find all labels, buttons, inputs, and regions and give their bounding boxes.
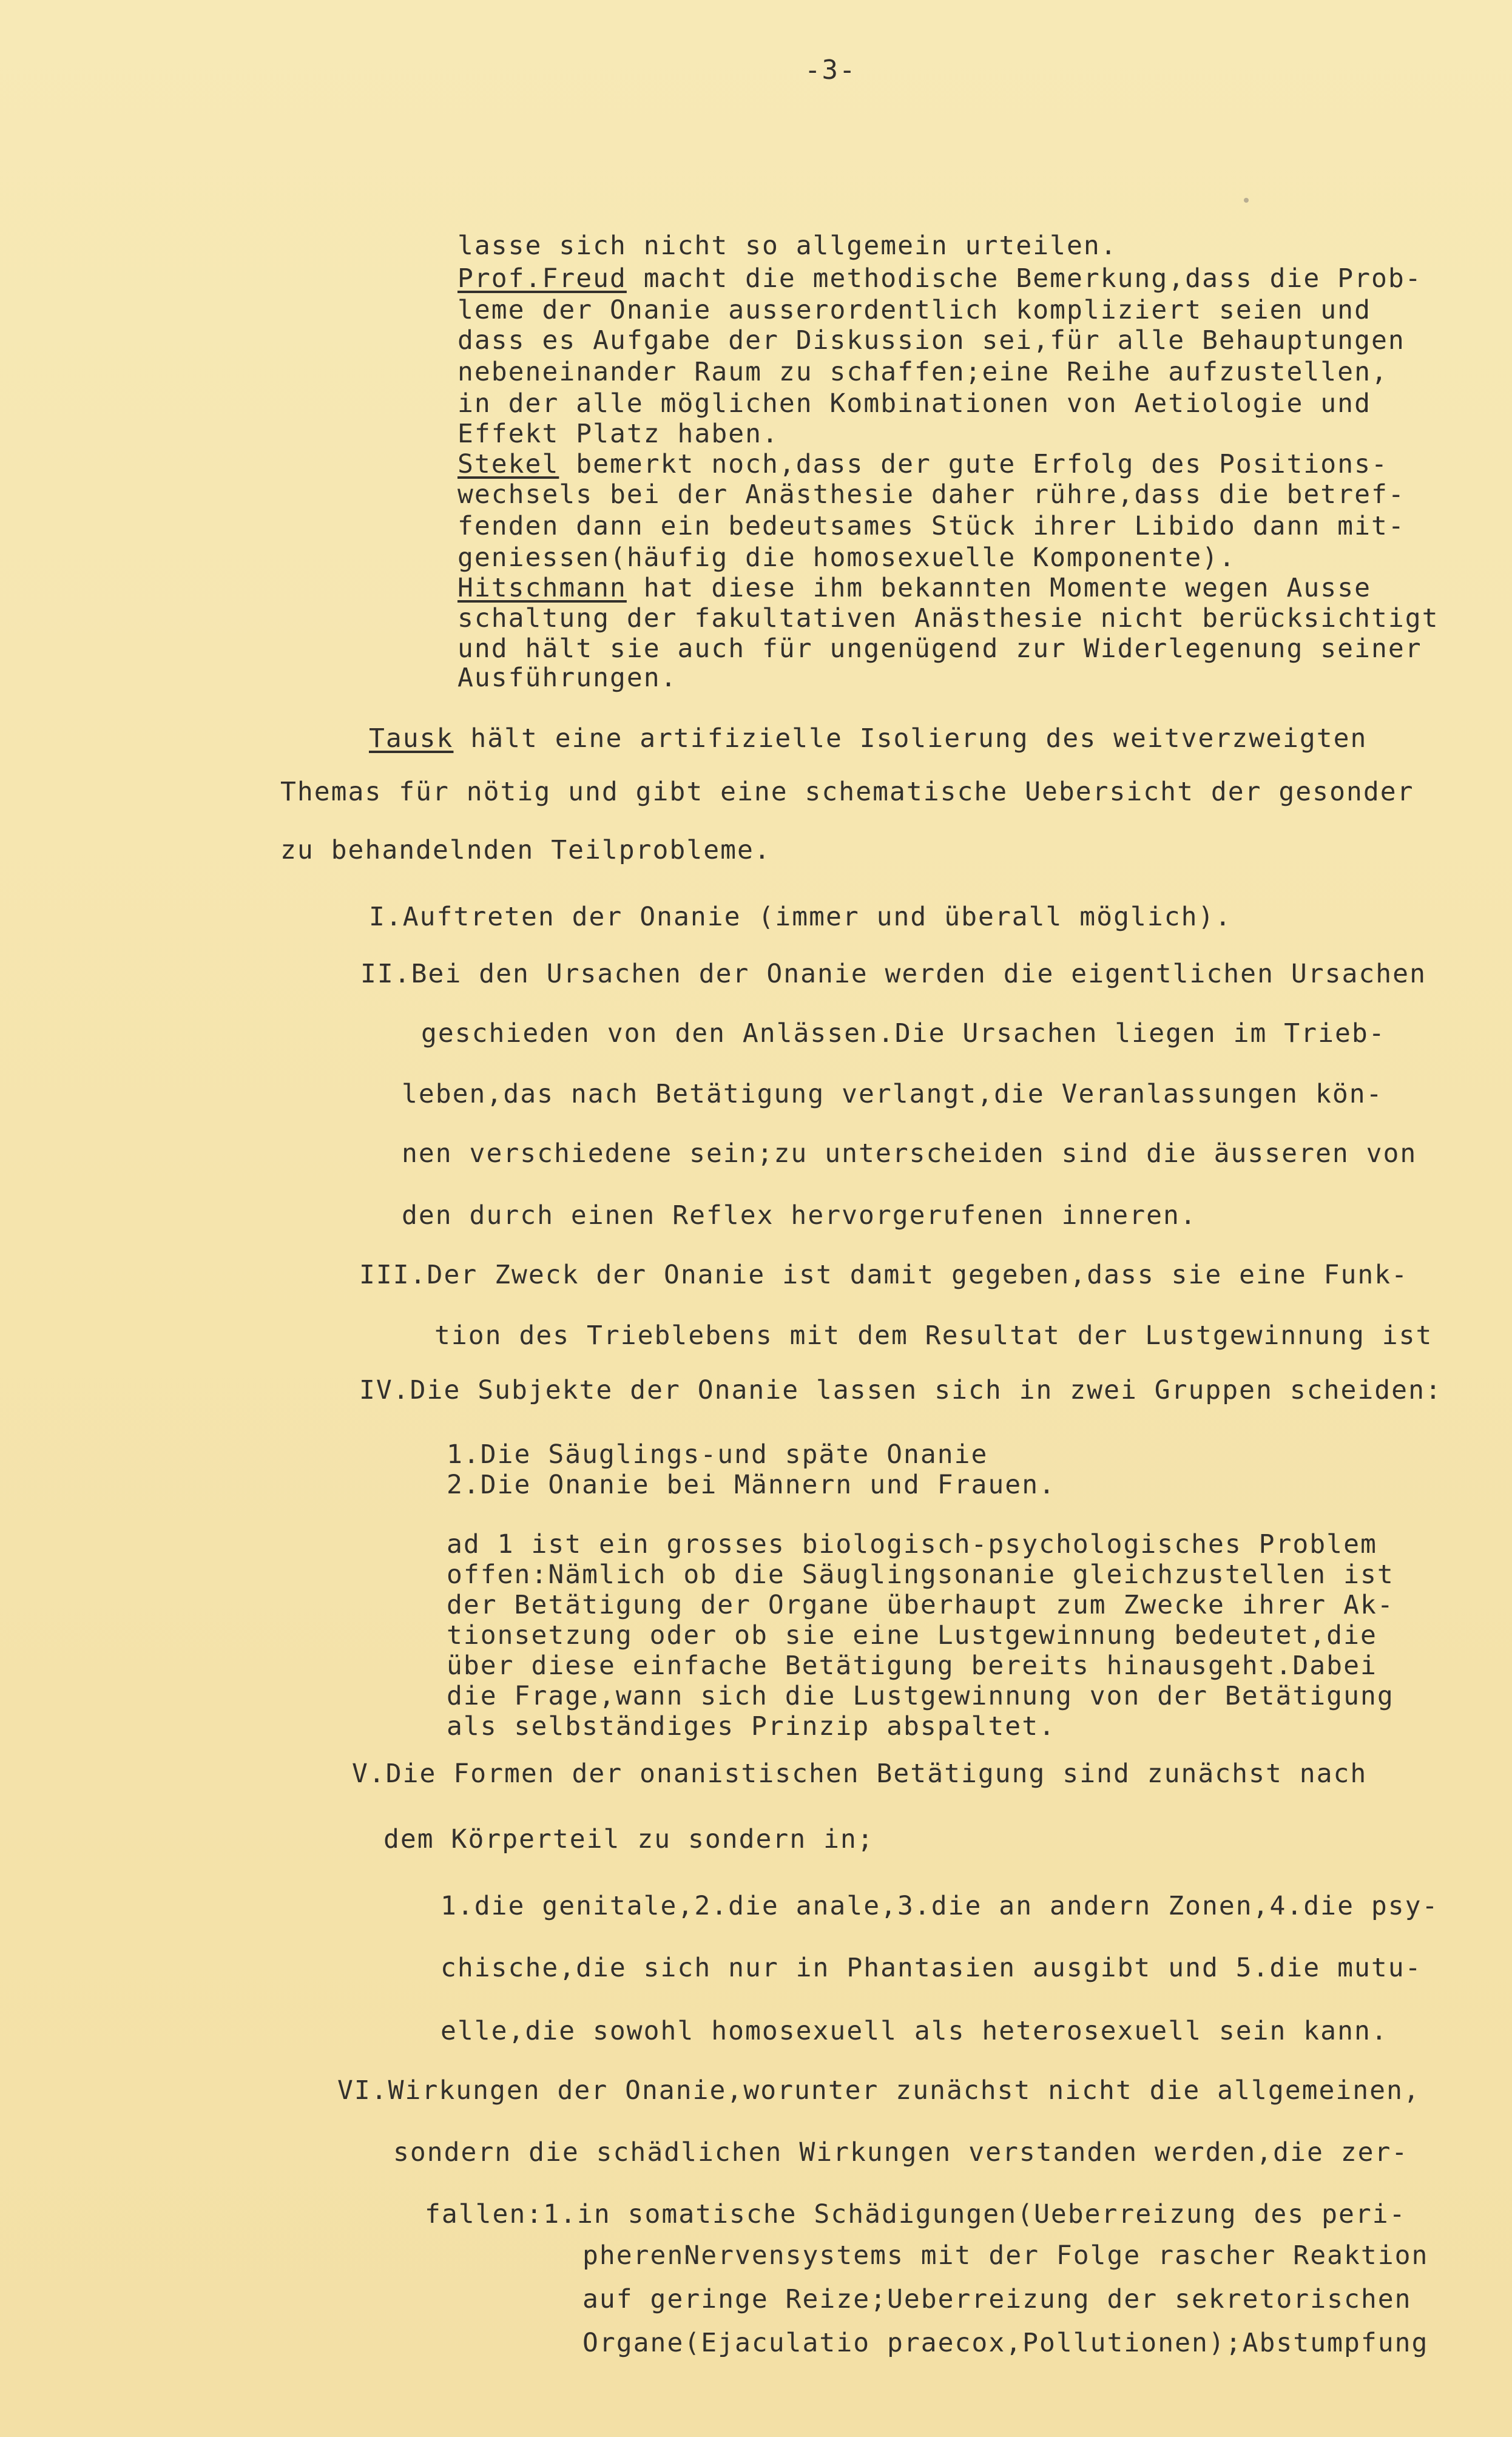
speaker-name: Stekel [457,449,559,479]
text-line: Prof.Freud macht die methodische Bemerkung,dass die Prob- [457,263,1422,294]
page-number: -3- [805,55,857,86]
text-line: pherenNervensystems mit der Folge rascher Reaktion [582,2240,1429,2271]
text-line: leben,das nach Betätigung verlangt,die Veranlassungen kön- [402,1079,1383,1109]
text-line: 1.die genitale,2.die anale,3.die an andern Zonen,4.die psy- [440,1891,1439,1921]
text-line: als selbständiges Prinzip abspaltet. [447,1711,1056,1742]
text-line: tionsetzung oder ob sie eine Lustgewinnung bedeutet,die [447,1620,1377,1651]
text-line: Organe(Ejaculatio praecox,Pollutionen);Abstumpfung [582,2328,1429,2358]
text-line: wechsels bei der Anästhesie daher rühre,dass die betref- [457,479,1405,510]
text-line: elle,die sowohl homosexuell als heterosexuell sein kann. [440,2016,1388,2046]
text-line: nebeneinander Raum zu schaffen;eine Reihe aufzustellen, [457,357,1388,387]
text-line: und hält sie auch für ungenügend zur Widerlegenung seiner [457,634,1422,664]
text-line: dass es Aufgabe der Diskussion sei,für alle Behauptungen [457,325,1405,356]
text-line: chische,die sich nur in Phantasien ausgibt und 5.die mutu- [440,1953,1422,1983]
speaker-name: Hitschmann [457,573,627,603]
speaker-name: Tausk [369,723,454,754]
text-line: Hitschmann hat diese ihm bekannten Momente wegen Ausse [457,573,1371,603]
text-line: die Frage,wann sich die Lustgewinnung von der Betätigung [447,1681,1394,1711]
text-line: lasse sich nicht so allgemein urteilen. [457,231,1118,261]
list-item: III.Der Zweck der Onanie ist damit gegeben,dass sie eine Funk- [359,1260,1409,1290]
text-line: schaltung der fakultativen Anästhesie nicht berücksichtigt [457,603,1439,634]
text-line: den durch einen Reflex hervorgerufenen inneren. [402,1200,1197,1231]
text-line: leme der Onanie ausserordentlich kompliziert seien und [457,295,1371,325]
text-line: tion des Trieblebens mit dem Resultat der Lustgewinnung ist [434,1320,1433,1351]
text-line: ad 1 ist ein grosses biologisch-psychologisches Problem [447,1529,1377,1560]
text-line: Themas für nötig und gibt eine schematische Uebersicht der gesonder [280,777,1414,807]
text-line: fallen:1.in somatische Schädigungen(Ueberreizung des peri- [425,2199,1406,2229]
list-item: V.Die Formen der onanistischen Betätigung sind zunächst nach [352,1759,1368,1789]
sub-item: 1.Die Säuglings-und späte Onanie [447,1439,988,1470]
text-line: Ausführungen. [457,663,678,693]
list-item: IV.Die Subjekte der Onanie lassen sich in zwei Gruppen scheiden: [359,1375,1442,1405]
text-line: dem Körperteil zu sondern in; [383,1824,874,1854]
text-line: der Betätigung der Organe überhaupt zum Zwecke ihrer Ak- [447,1590,1394,1620]
text-line: über diese einfache Betätigung bereits hinausgeht.Dabei [447,1651,1377,1681]
text-line: fenden dann ein bedeutsames Stück ihrer Libido dann mit- [457,511,1405,541]
paper-speck [1244,198,1249,203]
text-line: geniessen(häufig die homosexuelle Komponente). [457,542,1236,573]
text-line: Stekel bemerkt noch,dass der gute Erfolg des Positions- [457,449,1388,479]
text-line: offen:Nämlich ob die Säuglingsonanie gleichzustellen ist [447,1560,1394,1590]
list-item: I.Auftreten der Onanie (immer und überall möglich). [369,902,1232,932]
text-line: zu behandelnden Teilprobleme. [280,835,771,865]
text-line: nen verschiedene sein;zu unterscheiden sind die äusseren von [402,1138,1417,1169]
text-line: Tausk hält eine artifizielle Isolierung des weitverzweigten [369,723,1368,754]
text-line: Effekt Platz haben. [457,419,779,449]
text-line: in der alle möglichen Kombinationen von Aetiologie und [457,388,1371,419]
sub-item: 2.Die Onanie bei Männern und Frauen. [447,1470,1056,1500]
text-line: sondern die schädlichen Wirkungen verstanden werden,die zer- [393,2137,1409,2168]
text-line: geschieden von den Anlässen.Die Ursachen liegen im Trieb- [421,1018,1386,1049]
list-item: II.Bei den Ursachen der Onanie werden die eigentlichen Ursachen [360,959,1426,989]
speaker-name: Prof.Freud [457,263,627,294]
list-item: VI.Wirkungen der Onanie,worunter zunächst nicht die allgemeinen, [337,2075,1420,2106]
text-line: auf geringe Reize;Ueberreizung der sekretorischen [582,2284,1412,2314]
